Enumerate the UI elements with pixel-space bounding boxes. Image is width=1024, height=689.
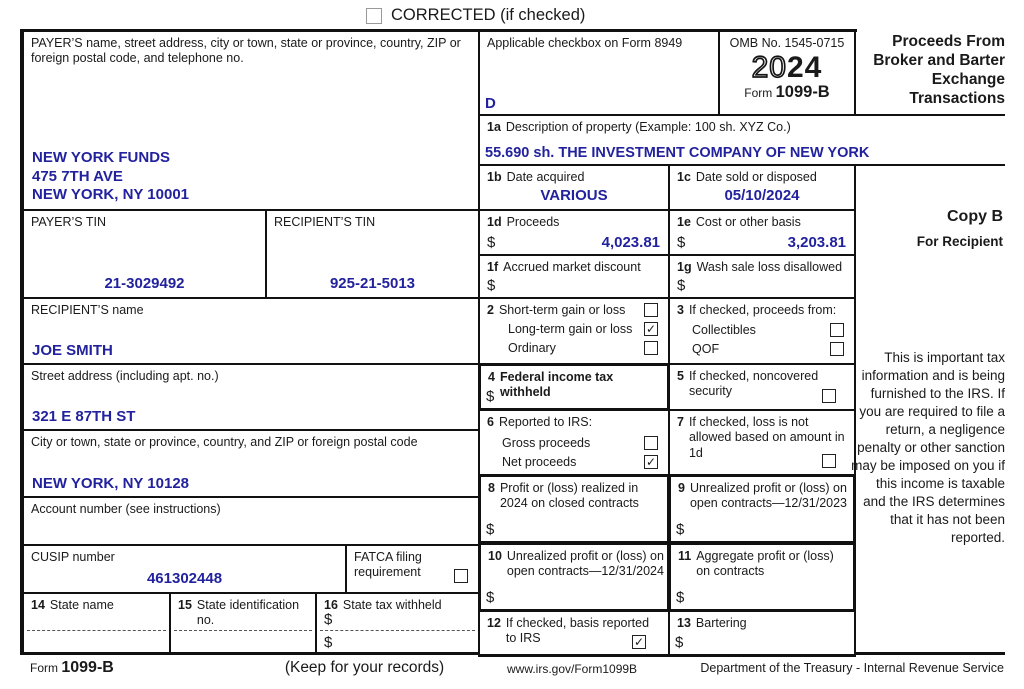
box4-number: 4 [488, 370, 495, 384]
footer-form-number: 1099-B [61, 659, 114, 676]
box1c-number: 1c [677, 170, 691, 184]
treasury-dept-label: Department of the Treasury - Internal Revenue Service [700, 661, 1004, 675]
box10-label: Unrealized profit or (loss) on open contracts—12/31/2024 [506, 549, 664, 579]
box9-dollar: $ [676, 521, 685, 538]
box11-label: Aggregate profit or (loss) on contracts [696, 549, 834, 579]
box8-dollar: $ [486, 521, 495, 538]
box-13 [668, 610, 856, 657]
cusip-value: 461302448 [146, 570, 223, 587]
box1c-label: Date sold or disposed [695, 170, 817, 184]
box1d-value: 4,023.81 [601, 234, 660, 251]
form8949-checkbox-box [478, 30, 720, 116]
basis-reported-checkbox[interactable]: ✓ [633, 635, 645, 649]
ordinary-checkbox[interactable] [644, 341, 658, 355]
recipient-notice: This is important tax information and is being furnished to the IRS. If you are required to file a return, a negligence penalty or other sanction may be imposed on you if this income is taxable and the IRS determines that it has not been reported. [851, 350, 1005, 545]
state-tax-box [315, 592, 480, 655]
payer-tin-label: PAYER’S TIN [31, 215, 107, 229]
omb-box [718, 30, 856, 116]
recipient-name-box [22, 297, 480, 365]
for-recipient-label: For Recipient [916, 234, 1003, 249]
account-number-label: Account number (see instructions) [31, 502, 221, 516]
omb-number: OMB No. 1545-0715 [729, 36, 845, 50]
short-term-label: Short-term gain or loss [498, 303, 626, 317]
box8-label: Profit or (loss) realized in 2024 on closed contracts [499, 481, 639, 511]
fatca-label: FATCA filing requirement [354, 550, 422, 580]
recipient-city-value: NEW YORK, NY 10128 [32, 475, 190, 492]
box13-number: 13 [677, 616, 691, 630]
box-1a [478, 114, 1005, 166]
box1e-dollar: $ [677, 234, 686, 251]
footer-form-word: Form [30, 661, 58, 675]
box2-number: 2 [487, 303, 494, 317]
box1c-value: 05/10/2024 [724, 187, 800, 204]
box14-number: 14 [31, 598, 45, 612]
box4-dollar: $ [486, 388, 495, 405]
box13-label: Bartering [695, 616, 747, 630]
noncovered-security-checkbox[interactable] [822, 389, 836, 403]
form-word: Form [744, 86, 773, 100]
box10-dollar: $ [486, 589, 495, 606]
recipient-street-label: Street address (including apt. no.) [31, 369, 219, 383]
box5-number: 5 [677, 369, 684, 383]
box1e-number: 1e [677, 215, 691, 229]
box1b-value: VARIOUS [540, 187, 608, 204]
box-11 [668, 542, 856, 612]
box16-label: State tax withheld [342, 598, 442, 612]
state-id-box [169, 592, 317, 655]
box8-number: 8 [488, 481, 495, 495]
box1d-number: 1d [487, 215, 502, 229]
form8949-value: D [485, 95, 496, 112]
recipient-tin-value: 925-21-5013 [329, 275, 416, 292]
keep-for-records: (Keep for your records) [284, 659, 445, 676]
payer-city-value: NEW YORK, NY 10001 [32, 186, 190, 204]
box1e-label: Cost or other basis [695, 215, 801, 229]
box14-label: State name [49, 598, 114, 612]
box-5 [668, 363, 856, 411]
box-1b [478, 164, 670, 211]
state-row-divider [27, 630, 166, 631]
payer-tin-value: 21-3029492 [104, 275, 185, 292]
box1a-label: Description of property (Example: 100 sh. XYZ Co.) [505, 120, 791, 134]
box-9 [668, 474, 856, 544]
box11-number: 11 [678, 549, 692, 563]
box1a-value: 55.690 sh. THE INVESTMENT COMPANY OF NEW YORK [485, 145, 870, 161]
loss-not-allowed-checkbox[interactable] [822, 454, 836, 468]
form-title: Proceeds From Broker and Barter Exchange Transactions [873, 33, 1005, 107]
recipient-tin-box [265, 209, 480, 299]
box1f-number: 1f [487, 260, 499, 274]
box5-label: If checked, noncovered security [688, 369, 819, 399]
box7-label: If checked, loss is not allowed based on amount in 1d [688, 415, 845, 460]
box-1e [668, 209, 856, 256]
box1e-value: 3,203.81 [787, 234, 846, 251]
long-term-label: Long-term gain or loss [508, 322, 633, 336]
form-number: 1099-B [775, 83, 830, 101]
box13-dollar: $ [675, 634, 684, 651]
box11-dollar: $ [676, 589, 685, 606]
recipient-name-label: RECIPIENT’S name [31, 303, 144, 317]
payer-name-value: NEW YORK FUNDS [32, 148, 171, 166]
footer-form-id [30, 659, 114, 677]
collectibles-label: Collectibles [692, 323, 756, 338]
box15-label: State identification no. [196, 598, 300, 628]
state-row-divider [320, 630, 475, 631]
tax-year-outline: 20 [751, 51, 787, 84]
box1a-number: 1a [487, 120, 501, 134]
recipient-city-label: City or town, state or province, country, and ZIP or foreign postal code [31, 435, 418, 449]
box6-number: 6 [487, 415, 494, 429]
net-proceeds-checkbox[interactable]: ✓ [645, 455, 657, 470]
short-term-checkbox[interactable] [644, 303, 658, 317]
box6-label: Reported to IRS: [498, 415, 593, 429]
state-tax-dollar-2: $ [324, 634, 333, 651]
ordinary-label: Ordinary [508, 341, 556, 355]
box9-label: Unrealized profit or (loss) on open contracts—12/31/2023 [689, 481, 848, 511]
payer-street-value: 475 7TH AVE [32, 167, 123, 185]
state-tax-dollar-1: $ [324, 611, 333, 628]
irs-url-link[interactable]: www.irs.gov/Form1099B [507, 662, 638, 676]
fatca-box [345, 544, 480, 594]
qof-label: QOF [692, 342, 720, 357]
box-3 [668, 297, 856, 365]
corrected-checkbox[interactable] [366, 8, 382, 24]
copy-b-label: Copy B [947, 208, 1003, 225]
payer-address-block [32, 149, 189, 205]
payer-label: PAYER’S name, street address, city or town, state or province, country, ZIP or foreign postal code, and telephone no. [31, 36, 461, 66]
fatca-checkbox[interactable] [454, 569, 468, 583]
box15-number: 15 [178, 598, 192, 612]
box-6 [478, 409, 670, 476]
box-10 [478, 542, 670, 612]
state-name-box [22, 592, 171, 655]
recipient-name-value: JOE SMITH [32, 342, 113, 359]
box12-number: 12 [487, 616, 501, 630]
cusip-label: CUSIP number [31, 550, 115, 564]
box-4 [478, 363, 670, 411]
box-8 [478, 474, 670, 544]
box-12 [478, 610, 670, 657]
corrected-header [366, 6, 585, 25]
tax-year-bold: 24 [787, 51, 823, 84]
form-number-header [720, 83, 854, 102]
box4-label: Federal income tax withheld [499, 370, 614, 400]
recipient-street-value: 321 E 87TH ST [32, 408, 136, 425]
corrected-label: CORRECTED (if checked) [391, 6, 586, 24]
box-7 [668, 409, 856, 476]
recipient-street-box [22, 363, 480, 431]
box1g-label: Wash sale loss disallowed [696, 260, 843, 274]
payer-info-box [22, 30, 480, 211]
box1g-dollar: $ [677, 277, 686, 294]
box3-label: If checked, proceeds from: [688, 303, 837, 317]
collectibles-checkbox[interactable] [830, 323, 844, 337]
box12-label: If checked, basis reported to IRS [505, 616, 650, 646]
box-1g [668, 254, 856, 299]
qof-checkbox[interactable] [830, 342, 844, 356]
long-term-checkbox[interactable]: ✓ [645, 322, 657, 336]
net-proceeds-label: Net proceeds [502, 455, 577, 470]
gross-proceeds-checkbox[interactable] [644, 436, 658, 450]
box9-number: 9 [678, 481, 685, 495]
box-1f [478, 254, 670, 299]
box1d-dollar: $ [487, 234, 496, 251]
box-2 [478, 297, 670, 365]
box1d-label: Proceeds [506, 215, 560, 229]
box1b-number: 1b [487, 170, 502, 184]
box16-number: 16 [324, 598, 338, 612]
box1b-label: Date acquired [506, 170, 585, 184]
account-number-box [22, 496, 480, 546]
recipient-tin-label: RECIPIENT’S TIN [274, 215, 376, 229]
box1g-number: 1g [677, 260, 692, 274]
gross-proceeds-label: Gross proceeds [502, 436, 591, 451]
box1f-label: Accrued market discount [503, 260, 641, 274]
box3-number: 3 [677, 303, 684, 317]
recipient-city-box [22, 429, 480, 498]
state-row-divider [174, 630, 312, 631]
box-1c [668, 164, 856, 211]
box-1d [478, 209, 670, 256]
payer-tin-box [22, 209, 267, 299]
box7-number: 7 [677, 415, 684, 429]
box10-number: 10 [488, 549, 502, 563]
cusip-box [22, 544, 347, 594]
form8949-label: Applicable checkbox on Form 8949 [487, 36, 683, 50]
box1f-dollar: $ [487, 277, 496, 294]
tax-year [720, 51, 854, 85]
